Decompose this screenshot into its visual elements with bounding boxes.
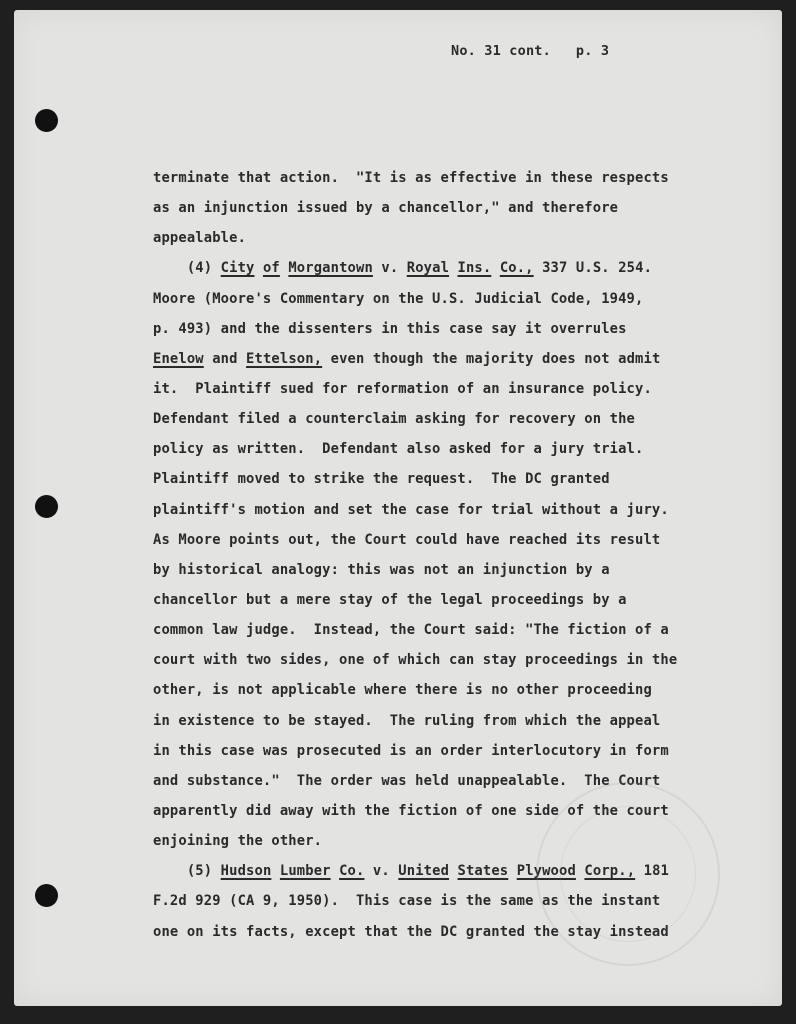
binder-hole-top <box>35 109 58 132</box>
binder-hole-bottom <box>35 884 58 907</box>
case-name-word: Plywood <box>516 863 576 880</box>
document-number: No. 31 cont. <box>451 43 551 59</box>
case-name-word: United <box>398 863 450 880</box>
text-line: F.2d 929 (CA 9, 1950). This case is the same as the instant <box>153 893 661 910</box>
text-line: in this case was prosecuted is an order interlocutory in form <box>153 742 669 759</box>
text-line: in existence to be stayed. The ruling from which the appeal <box>153 712 661 729</box>
text-line: policy as written. Defendant also asked for a jury trial. <box>153 441 644 458</box>
text-line: Moore (Moore's Commentary on the U.S. Judicial Code, 1949, <box>153 290 644 307</box>
text-line: court with two sides, one of which can stay proceedings in the <box>153 652 678 669</box>
text-line: by historical analogy: this was not an injunction by a <box>153 561 610 578</box>
versus: v. <box>364 863 399 880</box>
text-line: terminate that action. "It is as effective in these respects <box>153 170 669 186</box>
text-line: other, is not applicable where there is no other proceeding <box>153 682 652 699</box>
case-name-word: City <box>220 260 255 277</box>
case-name-word: Co., <box>499 260 534 277</box>
body-text <box>153 163 677 947</box>
text-line <box>153 344 677 374</box>
document-page <box>14 10 782 1006</box>
text-line: enjoining the other. <box>153 833 323 850</box>
text-line: as an injunction issued by a chancellor," and therefore <box>153 200 619 217</box>
case-name-word: Co. <box>339 863 365 880</box>
text-line: chancellor but a mere stay of the legal proceedings by a <box>153 591 627 608</box>
text-line: appealable. <box>153 230 247 247</box>
reporter-citation: 181 <box>635 863 669 880</box>
case-citation-line <box>153 856 677 886</box>
text-line: one on its facts, except that the DC granted the stay instead <box>153 923 669 940</box>
case-name-enelow: Enelow <box>153 350 204 367</box>
item-marker: (5) <box>153 863 221 880</box>
binder-hole-middle <box>35 495 58 518</box>
case-name-word: Morgantown <box>288 260 373 277</box>
case-name-word: Hudson <box>220 863 272 880</box>
text-line: plaintiff's motion and set the case for trial without a jury. <box>153 501 669 518</box>
text-line: common law judge. Instead, the Court said: "The fiction of a <box>153 622 669 639</box>
reporter-citation: 337 U.S. 254. <box>533 260 653 277</box>
text-line: apparently did away with the fiction of one side of the court <box>153 802 669 819</box>
case-name-word: Royal <box>406 260 450 277</box>
case-citation-line <box>153 253 677 283</box>
page-header <box>451 43 609 59</box>
versus: v. <box>372 260 407 277</box>
case-name-word: of <box>262 260 280 277</box>
case-name-ettelson: Ettelson, <box>246 350 323 367</box>
item-marker: (4) <box>153 260 221 277</box>
text-line: and substance." The order was held unappealable. The Court <box>153 772 661 789</box>
page-number: p. 3 <box>575 43 610 59</box>
case-name-word: Corp., <box>584 863 636 880</box>
conjunction: and <box>203 350 247 367</box>
case-name-word: Lumber <box>279 863 331 880</box>
case-name-word: States <box>457 863 509 880</box>
case-name-word: Ins. <box>457 260 492 277</box>
text-line: Defendant filed a counterclaim asking for recovery on the <box>153 411 636 428</box>
text-line: p. 493) and the dissenters in this case say it overrules <box>153 320 627 337</box>
text-line: Plaintiff moved to strike the request. The DC granted <box>153 471 610 488</box>
text-line: it. Plaintiff sued for reformation of an insurance policy. <box>153 380 652 397</box>
text-line: As Moore points out, the Court could have reached its result <box>153 531 661 548</box>
text-fragment: even though the majority does not admit <box>322 350 661 367</box>
